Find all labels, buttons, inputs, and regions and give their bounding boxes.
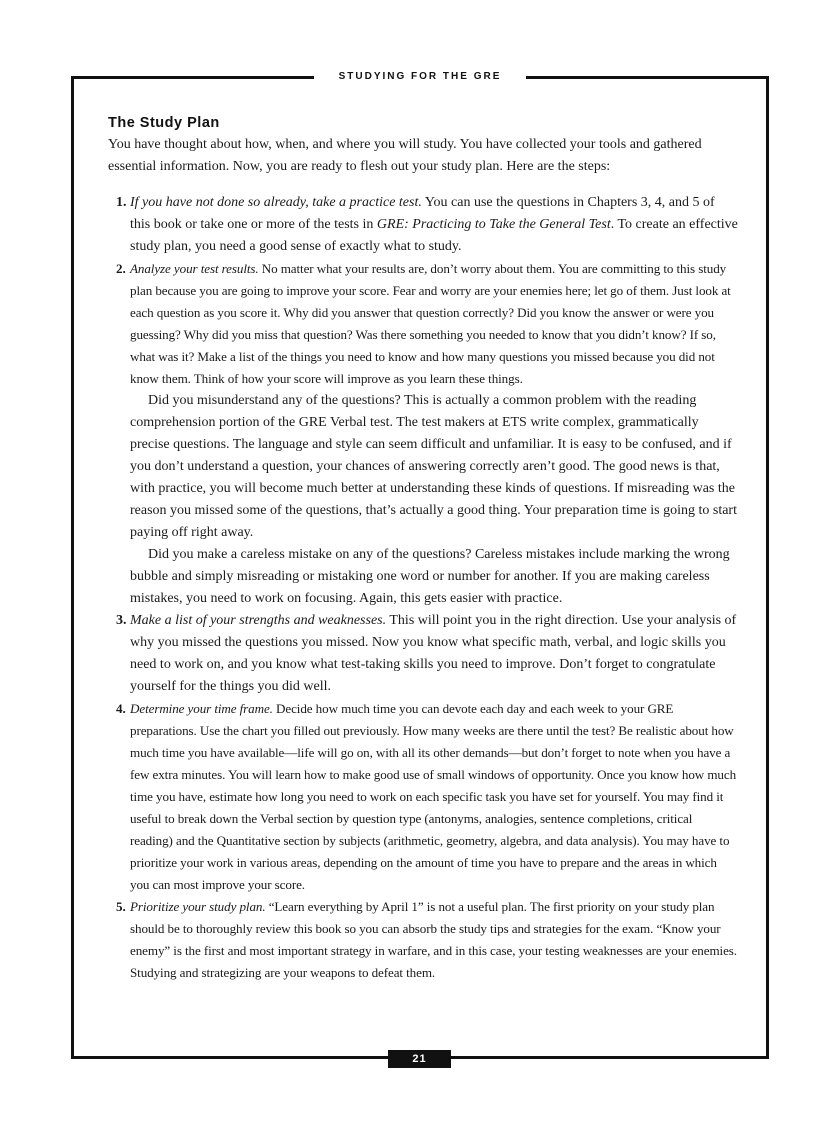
step-2 (108, 258, 738, 610)
step-lead: Analyze your test results. (130, 261, 259, 276)
step-paragraph (130, 698, 738, 896)
running-header-title: STUDYING FOR THE GRE (338, 71, 502, 82)
step-paragraph (130, 258, 738, 390)
step-paragraph (130, 192, 738, 258)
header-rule-left (72, 76, 314, 79)
step-3 (108, 610, 738, 698)
step-text: No matter what your results are, don’t worry about them. You are committing to this study plan because you are going to improve your score. Fear and worry are your enemies here; let go of them. Just look at each question as you score it. Why did you answer that question correctly? Did you know the answer or were you guessing? Why did you miss that question? Was there something you needed to know that you didn’t know? If so, what was it? Make a list of the things you need to know and how many questions you missed because you did not know them. Think of how your score will improve as you learn these things. (130, 261, 731, 386)
step-text: “Learn everything by April 1” is not a useful plan. The first priority on your study plan should be to thoroughly review this book so you can absorb the study tips and strategies for the exam. “Know your enemy” is the first and most important strategy in warfare, and in this case, your testing weaknesses are your enemies. Studying and strategizing are your weapons to defeat them. (130, 899, 737, 980)
book-title-reference: GRE: Practicing to Take the General Test (376, 217, 611, 232)
step-text: . To create an effective study plan, you need a good sense of exactly what to study. (130, 217, 738, 254)
step-text: This will point you in the right direction. Use your analysis of why you missed the questions you missed. Now you know what specific math, verbal, and logic skills you need to work on, and you know what test-taking skills you need to improve. Don’t forget to congratulate yourself for the things you did well. (130, 613, 737, 694)
step-1 (108, 192, 738, 258)
page-number: 21 (388, 1050, 451, 1068)
frame-left-border (71, 76, 74, 1059)
step-text: You can use the questions in Chapters 3, 4, and 5 of this book or take one or more of the tests in (130, 195, 715, 232)
step-number: 5. (116, 899, 126, 914)
step-lead: Make a list of your strengths and weaknesses. (130, 613, 387, 628)
step-paragraph (130, 610, 738, 698)
step-number: 1. (116, 195, 127, 210)
step-lead: If you have not done so already, take a practice test. (130, 195, 422, 210)
step-lead: Determine your time frame. (130, 701, 273, 716)
step-number: 2. (116, 261, 126, 276)
running-header (72, 70, 769, 84)
header-rule-right (526, 76, 769, 79)
section-intro: You have thought about how, when, and where you will study. You have collected your tools and gathered essential information. Now, you are ready to flesh out your study plan. Here are the steps: (108, 137, 702, 174)
step-paragraph: Did you make a careless mistake on any of the questions? Careless mistakes include marking the wrong bubble and simply misreading or mistaking one word or number for another. If you are making careless mistakes, you need to work on focusing. Again, this gets easier with practice. (130, 547, 730, 606)
step-text: Decide how much time you can devote each day and each week to your GRE preparations. Use the chart you filled out previously. How many weeks are there until the test? Be realistic about how much time you have available—life will go on, with all its other demands—but don’t forget to note when you have a few extra minutes. You will learn how to make good use of small windows of opportunity. Once you know how much time you have, estimate how long you need to work on each specific task you have set for yourself. You may find it useful to break down the Verbal section by question type (antonyms, analogies, sentence completions, critical reading) and the Quantitative section by subjects (arithmetic, geometry, algebra, and data analysis). You may have to prioritize your work in various areas, depending on the amount of time you have to prepare and the areas in which you can most improve your score. (130, 701, 737, 892)
step-number: 4. (116, 701, 126, 716)
step-lead: Prioritize your study plan. (130, 899, 266, 914)
step-4 (108, 698, 738, 896)
page-content (108, 113, 738, 984)
step-number: 3. (116, 613, 127, 628)
step-paragraph (130, 896, 738, 984)
section-heading: The Study Plan (108, 115, 220, 131)
step-paragraph: Did you misunderstand any of the questions? This is actually a common problem with the reading comprehension portion of the GRE Verbal test. The test makers at ETS write complex, grammatically precise questions. The language and style can seem difficult and unfamiliar. It is easy to be confused, and if you don’t understand a question, your chances of answering correctly aren’t good. The good news is that, with practice, you will become much better at understanding these kinds of questions. If misreading was the reason you missed some of the questions, that’s actually a good thing. Your preparation time is going to start paying off right away. (130, 393, 737, 540)
step-5 (108, 896, 738, 984)
study-plan-steps (108, 192, 738, 984)
frame-right-border (766, 76, 769, 1059)
